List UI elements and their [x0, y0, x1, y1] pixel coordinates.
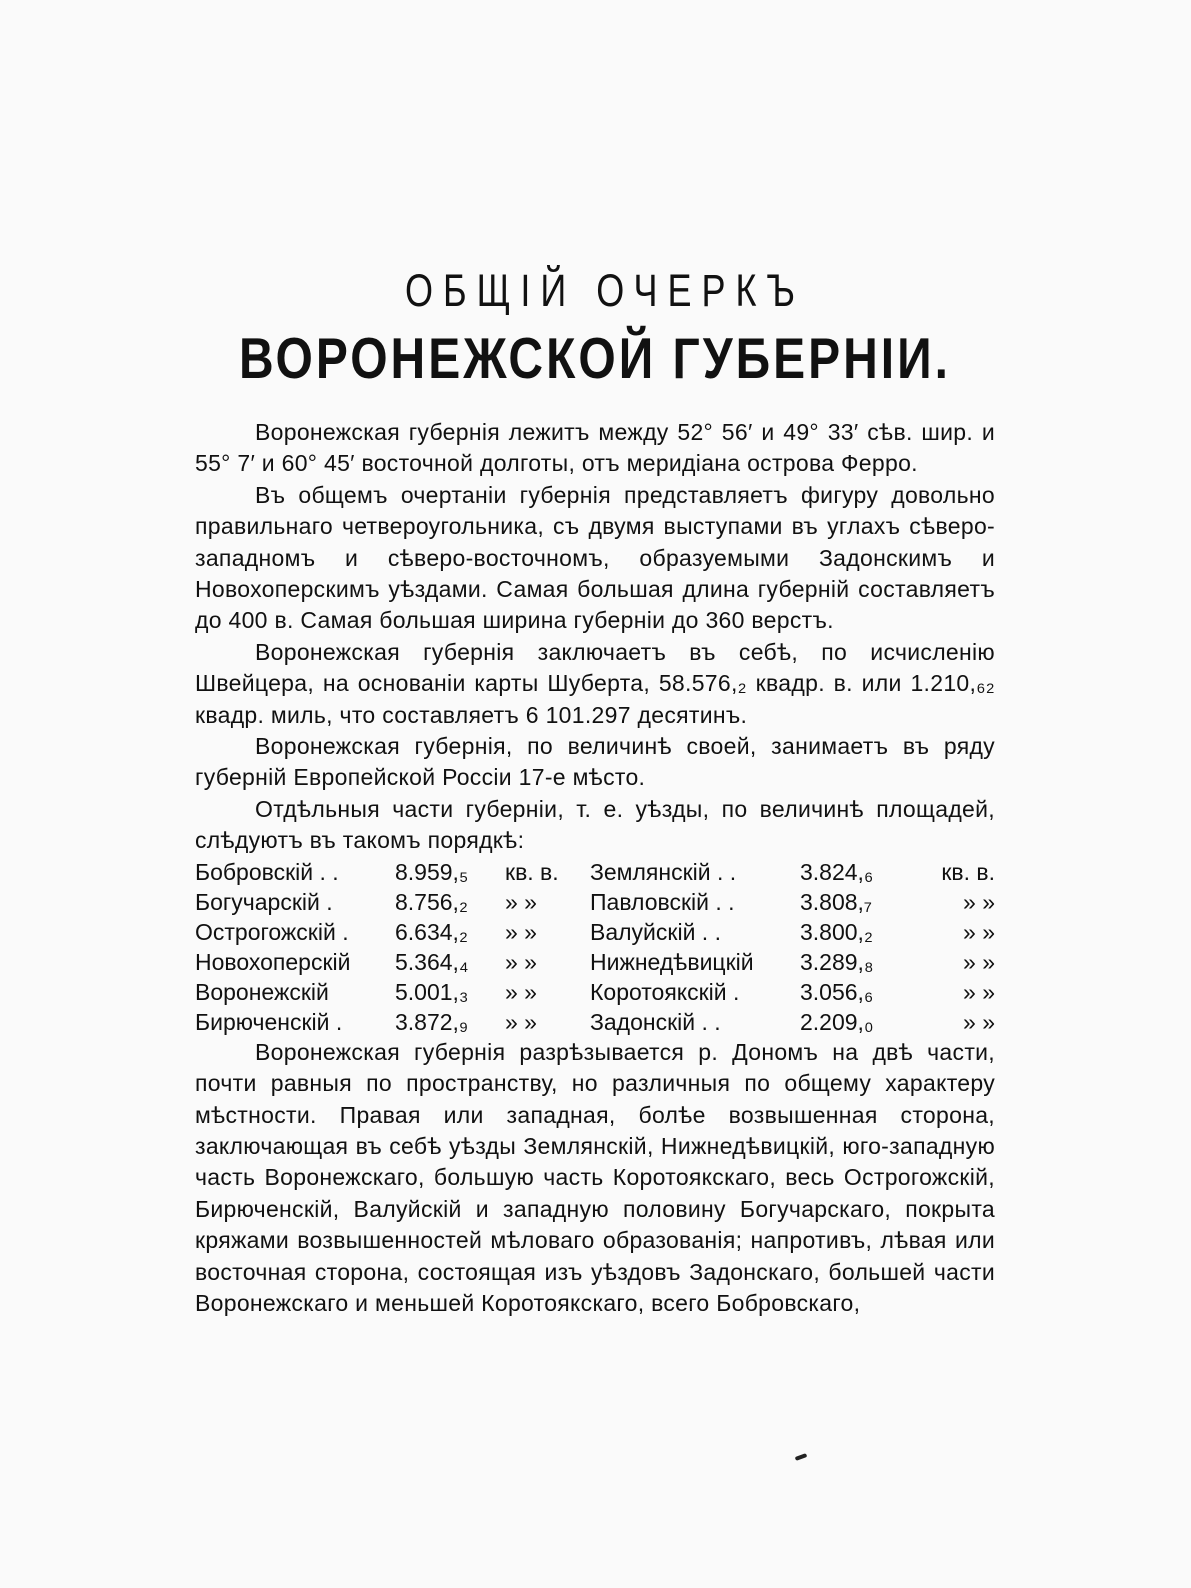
table-row: [195, 857, 995, 887]
district-left-unit: » »: [505, 888, 537, 915]
district-right-unit: » »: [963, 888, 995, 915]
district-area-table: [195, 857, 995, 1037]
district-right-area: 3.824,₆: [800, 858, 874, 885]
print-mark: [795, 1453, 808, 1461]
district-right-unit: » »: [963, 1008, 995, 1035]
district-right-unit: » »: [963, 918, 995, 945]
district-right-unit: кв. в.: [941, 858, 995, 885]
paragraph: Воронежская губернія заключаетъ въ себѣ, по исчисленію Швейцера, на основаніи карты Шуберта, 58.576,₂ квадр. в. или 1.210,₆₂ квадр. миль, что составляетъ 6 101.297 десятинъ.: [195, 638, 995, 728]
district-left-unit: кв. в.: [505, 858, 559, 885]
paragraph: Воронежская губернія разрѣзывается р. Дономъ на двѣ части, почти равныя по пространству, но различныя по общему характеру мѣстности. Правая или западная, болѣе возвышенная сторона, заключающая въ себѣ уѣзды Землянскій, Нижнедѣвицкій, юго-западную часть Воронежскаго, большую часть Коротоякскаго, весь Острогожскій, Бирюченскій, Валуйскій и западную половину Богучарскаго, покрыта кряжами возвышенностей мѣловаго образованія; напротивъ, лѣвая или восточная сторона, состоящая изъ уѣздовъ Задонскаго, большей части Воронежскаго и меньшей Коротоякскаго, всего Бобровскаго,: [195, 1038, 995, 1316]
district-left-area: 6.634,₂: [395, 918, 468, 945]
table-row: [195, 917, 995, 947]
district-left-name: Новохоперскій: [195, 948, 351, 975]
district-right-name: Землянскій . .: [590, 858, 737, 885]
district-left-name: Острогожскій .: [195, 918, 349, 945]
district-left-unit: » »: [505, 918, 537, 945]
district-right-area: 3.289,₈: [800, 948, 874, 975]
paragraph: Воронежская губернія лежитъ между 52° 56′ и 49° 33′ сѣв. шир. и 55° 7′ и 60° 45′ восточной долготы, отъ меридіана острова Ферро.: [195, 419, 995, 477]
district-right-unit: » »: [963, 978, 995, 1005]
district-right-name: Павловскій . .: [590, 888, 735, 915]
district-right-area: 2.209,₀: [800, 1008, 874, 1035]
district-left-name: Богучарскій .: [195, 888, 333, 915]
table-row: [195, 887, 995, 917]
page-text: [195, 264, 995, 1319]
district-left-unit: » »: [505, 948, 537, 975]
district-right-name: Валуйскій . .: [590, 918, 721, 945]
paragraph: Въ общемъ очертаніи губернія представляетъ фигуру довольно правильнаго четвероугольника, съ двумя выступами въ углахъ сѣверо-западномъ и сѣверо-восточномъ, образуемыми Задонскимъ и Новохоперскимъ уѣздами. Самая большая длина губерній составляетъ до 400 в. Самая большая ширина губерніи до 360 верстъ.: [195, 481, 995, 634]
district-right-name: Коротоякскій .: [590, 978, 740, 1005]
district-left-name: Бирюченскій .: [195, 1008, 343, 1035]
district-left-area: 5.364,₄: [395, 948, 469, 975]
district-left-area: 3.872,₉: [395, 1008, 469, 1035]
district-left-area: 8.756,₂: [395, 888, 468, 915]
district-left-unit: » »: [505, 1008, 537, 1035]
table-row: [195, 1007, 995, 1037]
table-row: [195, 947, 995, 977]
title-line-1: ОБЩІЙ ОЧЕРКЪ: [405, 264, 805, 316]
district-left-area: 8.959,₅: [395, 858, 469, 885]
district-left-name: Бобровскій . .: [195, 858, 339, 885]
district-left-name: Воронежскій: [195, 978, 329, 1005]
title-line-2: ВОРОНЕЖСКОЙ ГУБЕРНІИ.: [239, 327, 951, 392]
district-right-name: Задонскій . .: [590, 1008, 721, 1035]
district-left-area: 5.001,₃: [395, 978, 469, 1005]
paragraph: Отдѣльныя части губерніи, т. е. уѣзды, по величинѣ площадей, слѣдуютъ въ такомъ порядкѣ:: [195, 795, 995, 854]
district-right-name: Нижнедѣвицкій: [590, 948, 754, 975]
district-right-area: 3.808,₇: [800, 888, 872, 915]
table-row: [195, 977, 995, 1007]
district-right-area: 3.056,₆: [800, 978, 874, 1005]
district-left-unit: » »: [505, 978, 537, 1005]
paragraph: Воронежская губернія, по величинѣ своей, занимаетъ въ ряду губерній Европейской Россіи 17-е мѣсто.: [195, 733, 995, 791]
district-right-unit: » »: [963, 948, 995, 975]
district-right-area: 3.800,₂: [800, 918, 873, 945]
